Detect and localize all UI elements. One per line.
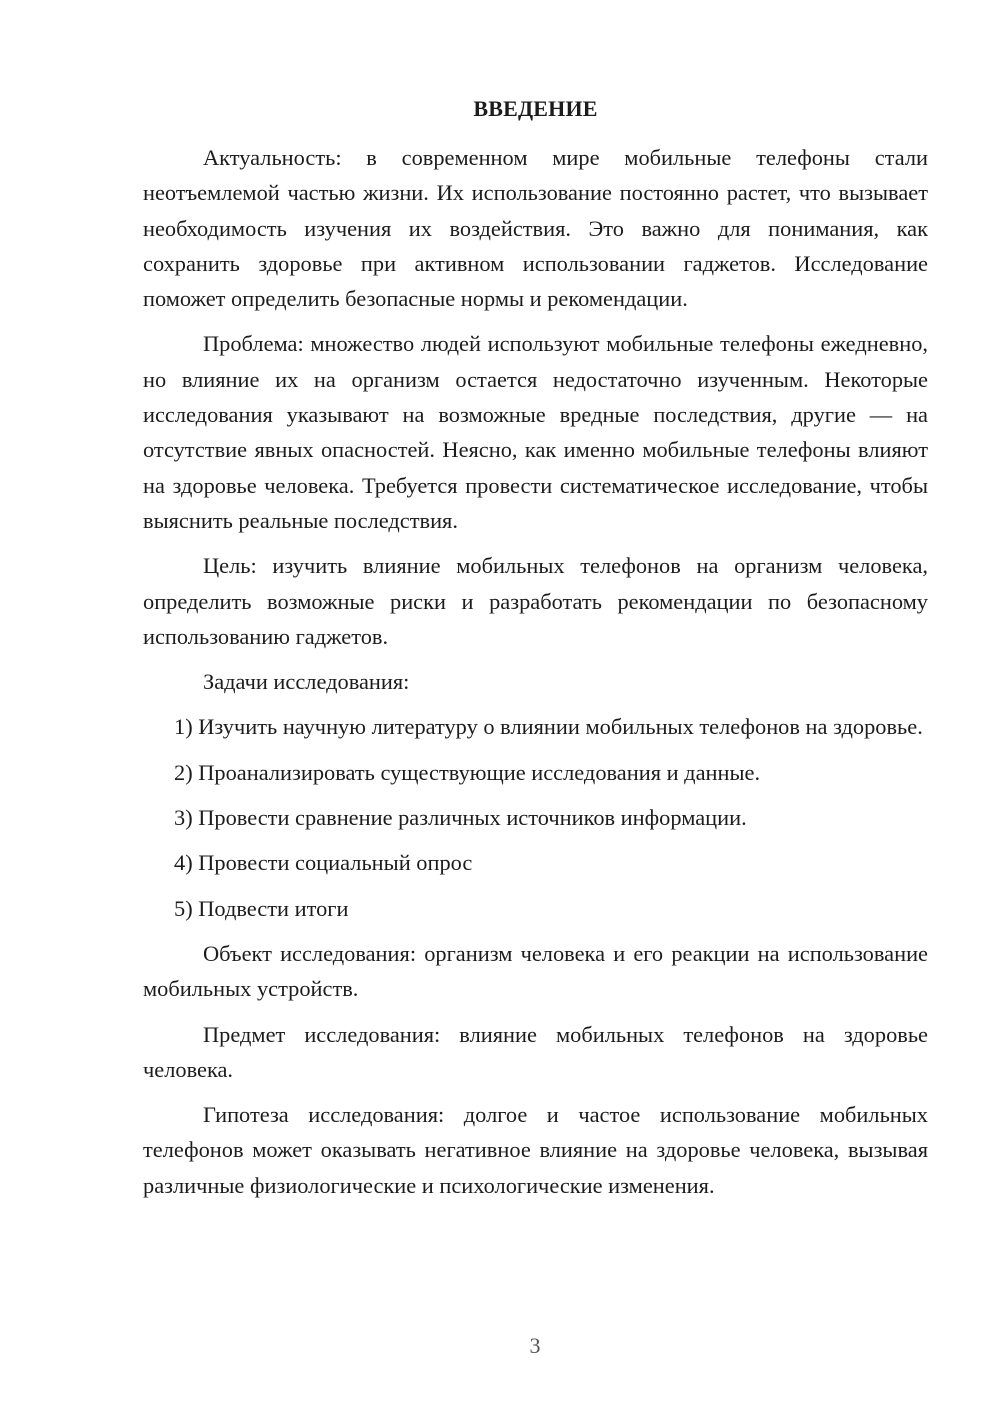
problem-paragraph: Проблема: множество людей используют мобильные телефоны ежедневно, но влияние их на организм остается недостаточно изученным. Некоторые исследования указывают на возможные вредные последствия, другие — на отсутствие явных опасностей. Неясно, как именно мобильные телефоны влияют на здоровье человека. Требуется провести систематическое исследование, чтобы выяснить реальные последствия. bbox=[143, 331, 928, 533]
goal-paragraph: Цель: изучить влияние мобильных телефонов на организм человека, определить возможные риски и разработать рекомендации по безопасному использованию гаджетов. bbox=[143, 553, 928, 649]
object-paragraph: Объект исследования: организм человека и его реакции на использование мобильных устройств. bbox=[143, 940, 928, 1002]
task-item: 2) Проанализировать существующие исследования и данные. bbox=[174, 759, 761, 785]
task-item: 3) Провести сравнение различных источников информации. bbox=[174, 805, 747, 831]
relevance-paragraph: Актуальность: в современном мире мобильные телефоны стали неотъемлемой частью жизни. Их использование постоянно растет, что вызывает необходимость изучения их воздействия. Это важно для понимания, как сохранить здоровье при активном использовании гаджетов. Исследование поможет определить безопасные нормы и рекомендации. bbox=[143, 145, 928, 312]
document-page bbox=[143, 94, 928, 1213]
subject-paragraph: Предмет исследования: влияние мобильных телефонов на здоровье человека. bbox=[143, 1021, 928, 1082]
task-item: 4) Провести социальный опрос bbox=[174, 850, 473, 876]
task-item: 5) Подвести итоги bbox=[174, 895, 349, 921]
task-item: 1) Изучить научную литературу о влиянии мобильных телефонов на здоровье. bbox=[174, 714, 923, 740]
task-list bbox=[143, 709, 928, 925]
section-heading: ВВЕДЕНИЕ bbox=[473, 96, 598, 121]
tasks-intro: Задачи исследования: bbox=[203, 669, 410, 695]
hypothesis-paragraph: Гипотеза исследования: долгое и частое использование мобильных телефонов может оказывать негативное влияние на здоровье человека, вызывая различные физиологические и психологические изменения. bbox=[143, 1102, 928, 1198]
page-number: 3 bbox=[529, 1333, 541, 1358]
